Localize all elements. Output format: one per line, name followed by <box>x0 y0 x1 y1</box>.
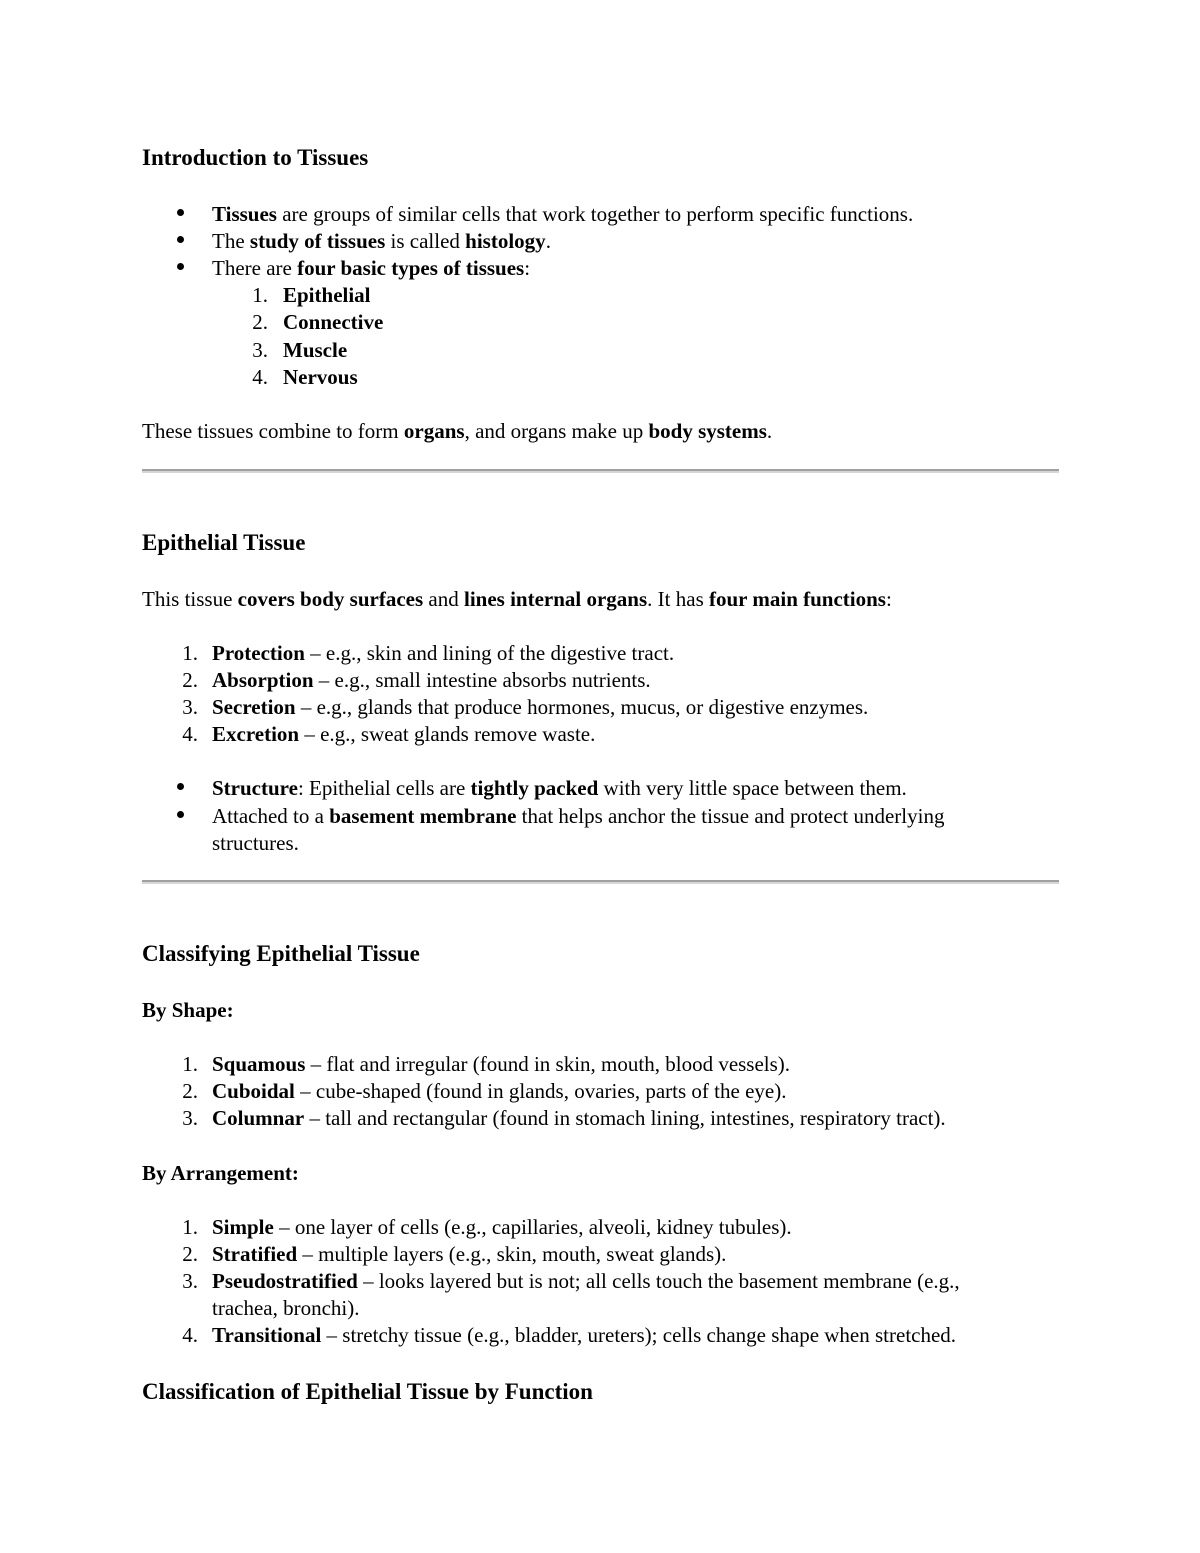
bold-term: four basic types of tissues <box>297 256 525 280</box>
bold-term: Structure <box>212 776 298 800</box>
bold-term: covers body surfaces <box>237 587 424 611</box>
list-number: 2. <box>252 310 268 334</box>
intro-heading: Introduction to Tissues <box>142 145 369 170</box>
function-classification-heading: Classification of Epithelial Tissue by Function <box>142 1379 593 1404</box>
intro-bullet-types <box>212 255 530 281</box>
shape-item <box>212 1078 786 1104</box>
text: and <box>423 587 464 611</box>
text: : <box>885 587 892 611</box>
by-arrangement-heading <box>142 1160 299 1186</box>
text: – tall and rectangular (found in stomach lining, intestines, respiratory tract). <box>304 1106 946 1130</box>
by-shape-heading <box>142 997 234 1023</box>
bold-term: By Shape: <box>142 998 234 1022</box>
function-item <box>212 667 651 693</box>
bold-term: Secretion <box>212 695 296 719</box>
bold-term: Protection <box>212 641 305 665</box>
text: – one layer of cells (e.g., capillaries, alveoli, kidney tubules). <box>273 1215 792 1239</box>
text: . It has <box>647 587 709 611</box>
membrane-bullet <box>212 803 944 829</box>
text: – multiple layers (e.g., skin, mouth, sweat glands). <box>297 1242 727 1266</box>
bold-term: Transitional <box>212 1323 322 1347</box>
bold-term: body systems <box>648 419 767 443</box>
text: : <box>524 256 531 280</box>
bold-term: Stratified <box>212 1242 298 1266</box>
list-number: 2. <box>182 668 198 692</box>
bold-term: Connective <box>283 310 384 334</box>
bold-term: tightly packed <box>470 776 599 800</box>
intro-summary <box>142 418 772 444</box>
shape-item <box>212 1105 946 1131</box>
function-item <box>212 721 595 747</box>
bold-term: histology <box>465 229 546 253</box>
function-item <box>212 640 674 666</box>
text: are groups of similar cells that work together to perform specific functions. <box>276 202 914 226</box>
text: – looks layered but is not; all cells touch the basement membrane (e.g., <box>357 1269 960 1293</box>
bold-term: Squamous <box>212 1052 306 1076</box>
text: – e.g., sweat glands remove waste. <box>299 722 596 746</box>
horizontal-divider <box>142 469 1059 473</box>
list-number: 3. <box>252 338 268 362</box>
intro-bullet-histology <box>212 228 551 254</box>
list-number: 3. <box>182 1106 198 1130</box>
text: There are <box>212 256 298 280</box>
text: . <box>766 419 773 443</box>
list-number: 4. <box>182 722 198 746</box>
bold-term: Nervous <box>283 365 358 389</box>
bold-term: basement membrane <box>329 804 517 828</box>
text: The <box>212 229 250 253</box>
list-number: 1. <box>182 1052 198 1076</box>
arrangement-item <box>212 1322 956 1348</box>
bold-term: Epithelial <box>283 283 371 307</box>
function-item <box>212 694 868 720</box>
bullet-icon <box>175 236 187 248</box>
list-number: 2. <box>182 1079 198 1103</box>
text: – e.g., small intestine absorbs nutrients. <box>313 668 651 692</box>
tissue-type-item <box>283 282 371 308</box>
arrangement-item <box>212 1268 960 1294</box>
text: – e.g., glands that produce hormones, mucus, or digestive enzymes. <box>295 695 869 719</box>
intro-bullet-tissues <box>212 201 913 227</box>
bullet-icon <box>175 209 187 221</box>
list-number: 2. <box>182 1242 198 1266</box>
shape-item <box>212 1051 790 1077</box>
list-number: 4. <box>252 365 268 389</box>
arrangement-item <box>212 1214 792 1240</box>
arrangement-item-continued: trachea, bronchi). <box>212 1296 360 1320</box>
text: – stretchy tissue (e.g., bladder, ureters); cells change shape when stretched. <box>321 1323 957 1347</box>
bold-term: Excretion <box>212 722 300 746</box>
text: , and organs make up <box>464 419 649 443</box>
bold-term: Absorption <box>212 668 314 692</box>
text: These tissues combine to form <box>142 419 404 443</box>
list-number: 1. <box>182 641 198 665</box>
bold-term: four main functions <box>709 587 886 611</box>
membrane-bullet-continued: structures. <box>212 831 299 855</box>
bullet-icon <box>175 811 187 823</box>
list-number: 4. <box>182 1323 198 1347</box>
bold-term: Cuboidal <box>212 1079 295 1103</box>
tissue-type-item <box>283 337 347 363</box>
tissue-type-item <box>283 364 358 390</box>
bold-term: Muscle <box>283 338 348 362</box>
bold-term: Pseudostratified <box>212 1269 358 1293</box>
bold-term: By Arrangement: <box>142 1161 299 1185</box>
text: Attached to a <box>212 804 330 828</box>
epithelial-intro <box>142 586 892 612</box>
bold-term: Columnar <box>212 1106 305 1130</box>
bullet-icon <box>175 263 187 275</box>
list-number: 1. <box>182 1215 198 1239</box>
list-number: 1. <box>252 283 268 307</box>
bullet-icon <box>175 783 187 795</box>
bold-term: study of tissues <box>249 229 386 253</box>
classifying-heading: Classifying Epithelial Tissue <box>142 941 420 966</box>
text: . <box>545 229 551 253</box>
text: – e.g., skin and lining of the digestive tract. <box>304 641 675 665</box>
structure-bullet <box>212 775 907 801</box>
text: This tissue <box>142 587 238 611</box>
text: is called <box>385 229 466 253</box>
bold-term: lines internal organs <box>463 587 648 611</box>
horizontal-divider <box>142 880 1059 884</box>
list-number: 3. <box>182 695 198 719</box>
list-number: 3. <box>182 1269 198 1293</box>
bold-term: organs <box>403 419 465 443</box>
text: with very little space between them. <box>598 776 907 800</box>
text: : Epithelial cells are <box>297 776 471 800</box>
text: – cube-shaped (found in glands, ovaries, parts of the eye). <box>294 1079 787 1103</box>
text: – flat and irregular (found in skin, mouth, blood vessels). <box>305 1052 791 1076</box>
tissue-type-item <box>283 309 383 335</box>
bold-term: Tissues <box>212 202 277 226</box>
epithelial-heading: Epithelial Tissue <box>142 530 306 555</box>
arrangement-item <box>212 1241 726 1267</box>
bold-term: Simple <box>212 1215 274 1239</box>
text: that helps anchor the tissue and protect underlying <box>516 804 945 828</box>
